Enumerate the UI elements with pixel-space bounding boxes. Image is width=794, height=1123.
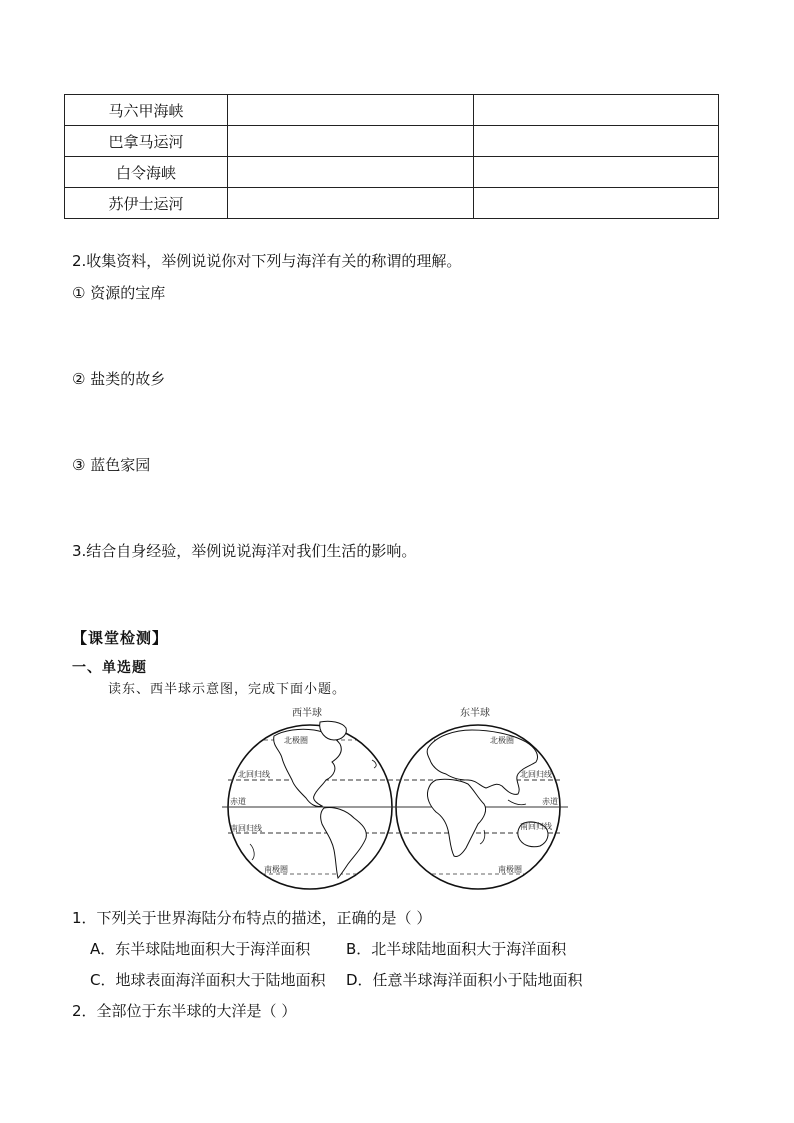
question-1-option-d: D．任意半球海洋面积小于陆地面积 xyxy=(346,971,583,989)
question-1-stem: 1．下列关于世界海陆分布特点的描述，正确的是（ ） xyxy=(72,909,432,927)
label-arctic-e: 北极圈 xyxy=(490,736,514,745)
straits-table xyxy=(64,94,719,219)
question-1-option-b: B．北半球陆地面积大于海洋面积 xyxy=(346,940,567,958)
table-cell xyxy=(228,126,474,157)
table-row xyxy=(65,126,719,157)
q2-item-1: ① 资源的宝库 xyxy=(72,284,166,302)
label-tropic-n-e: 北回归线 xyxy=(520,770,552,779)
q2-prompt: 2.收集资料，举例说说你对下列与海洋有关的称谓的理解。 xyxy=(72,252,462,270)
table-row xyxy=(65,95,719,126)
q2-item-2: ② 盐类的故乡 xyxy=(72,370,166,388)
table-cell xyxy=(474,126,719,157)
table-cell-name: 白令海峡 xyxy=(65,157,228,188)
section-intro: 读东、西半球示意图，完成下面小题。 xyxy=(108,682,347,697)
east-title: 东半球 xyxy=(460,708,490,719)
table-cell-name: 苏伊士运河 xyxy=(65,188,228,219)
label-tropic-n-w: 北回归线 xyxy=(238,770,270,779)
label-equator-e: 赤道 xyxy=(542,797,558,806)
label-antarctic-w: 南极圈 xyxy=(264,865,288,874)
label-arctic-w: 北极圈 xyxy=(284,736,308,745)
label-tropic-s-w: 南回归线 xyxy=(230,824,262,833)
table-cell-name: 巴拿马运河 xyxy=(65,126,228,157)
table-cell xyxy=(474,157,719,188)
hemisphere-map xyxy=(222,700,568,896)
table-cell xyxy=(474,95,719,126)
question-1-option-c: C．地球表面海洋面积大于陆地面积 xyxy=(90,971,326,989)
west-title: 西半球 xyxy=(292,708,322,719)
q3-prompt: 3.结合自身经验，举例说说海洋对我们生活的影响。 xyxy=(72,542,417,560)
table-cell xyxy=(228,157,474,188)
label-equator: 赤道 xyxy=(230,797,246,806)
table-row xyxy=(65,188,719,219)
question-2-stem: 2．全部位于东半球的大洋是（ ） xyxy=(72,1002,297,1020)
label-tropic-s-e: 南回归线 xyxy=(520,822,552,831)
table-cell xyxy=(474,188,719,219)
question-1-option-a: A．东半球陆地面积大于海洋面积 xyxy=(90,940,311,958)
table-cell-name: 马六甲海峡 xyxy=(65,95,228,126)
table-cell xyxy=(228,188,474,219)
section-title: 【课堂检测】 xyxy=(72,629,169,647)
q2-item-3: ③ 蓝色家园 xyxy=(72,456,151,474)
section-subtitle: 一、单选题 xyxy=(72,660,147,676)
table-row xyxy=(65,157,719,188)
table-cell xyxy=(228,95,474,126)
label-antarctic-e: 南极圈 xyxy=(498,865,522,874)
